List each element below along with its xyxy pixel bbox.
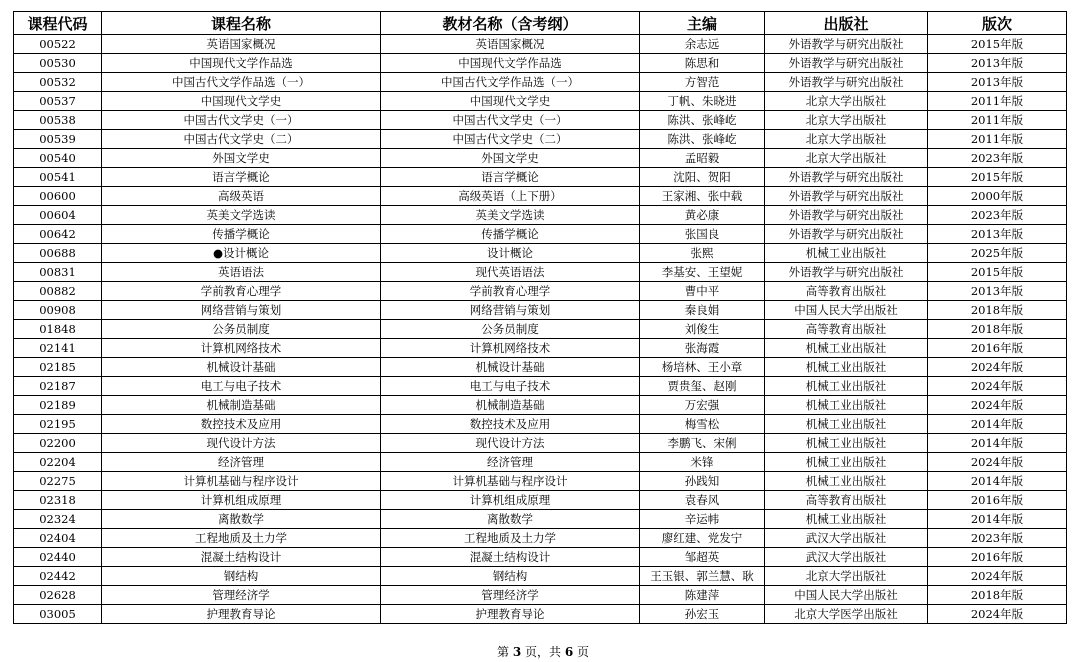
cell-textbook: 护理教育导论 <box>381 605 640 624</box>
cell-publisher: 机械工业出版社 <box>765 339 928 358</box>
cell-publisher: 武汉大学出版社 <box>765 529 928 548</box>
cell-publisher: 外语教学与研究出版社 <box>765 168 928 187</box>
cell-editor: 袁春风 <box>640 491 765 510</box>
page-footer <box>0 645 1086 659</box>
cell-course-name: 计算机组成原理 <box>102 491 381 510</box>
table-row <box>14 263 1067 282</box>
header-edition: 版次 <box>928 12 1067 35</box>
cell-editor: 万宏强 <box>640 396 765 415</box>
cell-course-name: 英美文学选读 <box>102 206 381 225</box>
cell-edition: 2018年版 <box>928 320 1067 339</box>
cell-course-name: 机械制造基础 <box>102 396 381 415</box>
cell-textbook: 钢结构 <box>381 567 640 586</box>
cell-edition: 2024年版 <box>928 605 1067 624</box>
cell-textbook: 中国古代文学史（一） <box>381 111 640 130</box>
cell-course-name: 公务员制度 <box>102 320 381 339</box>
cell-textbook: 语言学概论 <box>381 168 640 187</box>
cell-course-code: 00540 <box>14 149 102 168</box>
cell-publisher: 机械工业出版社 <box>765 434 928 453</box>
table-row <box>14 73 1067 92</box>
cell-publisher: 北京大学医学出版社 <box>765 605 928 624</box>
cell-textbook: 工程地质及土力学 <box>381 529 640 548</box>
cell-publisher: 高等教育出版社 <box>765 491 928 510</box>
cell-course-code: 02189 <box>14 396 102 415</box>
cell-editor: 廖红建、党发宁 <box>640 529 765 548</box>
cell-editor: 刘俊生 <box>640 320 765 339</box>
cell-editor: 陈洪、张峰屹 <box>640 111 765 130</box>
cell-publisher: 外语教学与研究出版社 <box>765 225 928 244</box>
cell-course-code: 00642 <box>14 225 102 244</box>
cell-course-name: 离散数学 <box>102 510 381 529</box>
cell-course-code: 02185 <box>14 358 102 377</box>
cell-course-code: 02318 <box>14 491 102 510</box>
cell-course-code: 00831 <box>14 263 102 282</box>
table-row <box>14 529 1067 548</box>
cell-textbook: 现代设计方法 <box>381 434 640 453</box>
cell-editor: 王家湘、张中载 <box>640 187 765 206</box>
total-page-number: 6 <box>564 645 574 659</box>
cell-textbook: 混凝土结构设计 <box>381 548 640 567</box>
table-row <box>14 605 1067 624</box>
table-row <box>14 453 1067 472</box>
cell-edition: 2024年版 <box>928 396 1067 415</box>
cell-edition: 2011年版 <box>928 111 1067 130</box>
cell-course-code: 00688 <box>14 244 102 263</box>
cell-course-name: 网络营销与策划 <box>102 301 381 320</box>
current-page-number: 3 <box>512 645 522 659</box>
cell-publisher: 机械工业出版社 <box>765 472 928 491</box>
cell-editor: 李鹏飞、宋俐 <box>640 434 765 453</box>
cell-publisher: 北京大学出版社 <box>765 567 928 586</box>
table-row <box>14 149 1067 168</box>
cell-course-code: 01848 <box>14 320 102 339</box>
cell-editor: 陈洪、张峰屹 <box>640 130 765 149</box>
table-row <box>14 339 1067 358</box>
table-row <box>14 206 1067 225</box>
cell-editor: 张熙 <box>640 244 765 263</box>
cell-textbook: 管理经济学 <box>381 586 640 605</box>
cell-textbook: 现代英语语法 <box>381 263 640 282</box>
cell-publisher: 高等教育出版社 <box>765 320 928 339</box>
cell-course-name: 机械设计基础 <box>102 358 381 377</box>
cell-editor: 沈阳、贺阳 <box>640 168 765 187</box>
table-row <box>14 510 1067 529</box>
table-row <box>14 567 1067 586</box>
cell-course-name: 英语国家概况 <box>102 35 381 54</box>
cell-publisher: 外语教学与研究出版社 <box>765 54 928 73</box>
cell-edition: 2025年版 <box>928 244 1067 263</box>
cell-edition: 2013年版 <box>928 73 1067 92</box>
header-course-code: 课程代码 <box>14 12 102 35</box>
table-row <box>14 282 1067 301</box>
cell-edition: 2023年版 <box>928 529 1067 548</box>
header-row <box>14 12 1067 35</box>
cell-textbook: 中国现代文学作品选 <box>381 54 640 73</box>
cell-textbook: 学前教育心理学 <box>381 282 640 301</box>
table-row <box>14 244 1067 263</box>
cell-textbook: 机械设计基础 <box>381 358 640 377</box>
footer-suffix: 页 <box>573 645 589 659</box>
cell-textbook: 计算机基础与程序设计 <box>381 472 640 491</box>
cell-edition: 2016年版 <box>928 548 1067 567</box>
header-course-name: 课程名称 <box>102 12 381 35</box>
cell-edition: 2014年版 <box>928 472 1067 491</box>
cell-course-name: 数控技术及应用 <box>102 415 381 434</box>
cell-editor: 曹中平 <box>640 282 765 301</box>
cell-textbook: 数控技术及应用 <box>381 415 640 434</box>
cell-editor: 杨培林、王小章 <box>640 358 765 377</box>
table-row <box>14 472 1067 491</box>
cell-textbook: 外国文学史 <box>381 149 640 168</box>
cell-course-code: 02200 <box>14 434 102 453</box>
cell-course-name: 管理经济学 <box>102 586 381 605</box>
cell-course-code: 02404 <box>14 529 102 548</box>
cell-course-code: 00522 <box>14 35 102 54</box>
table-row <box>14 586 1067 605</box>
table-row <box>14 168 1067 187</box>
cell-textbook: 英美文学选读 <box>381 206 640 225</box>
table-row <box>14 548 1067 567</box>
cell-editor: 余志远 <box>640 35 765 54</box>
cell-course-code: 02141 <box>14 339 102 358</box>
cell-textbook: 机械制造基础 <box>381 396 640 415</box>
cell-course-code: 00600 <box>14 187 102 206</box>
cell-course-name: ●设计概论 <box>102 244 381 263</box>
cell-publisher: 外语教学与研究出版社 <box>765 187 928 206</box>
cell-editor: 辛运帏 <box>640 510 765 529</box>
cell-editor: 张国良 <box>640 225 765 244</box>
cell-course-name: 语言学概论 <box>102 168 381 187</box>
cell-course-code: 02628 <box>14 586 102 605</box>
cell-editor: 王玉银、郭兰慧、耿 <box>640 567 765 586</box>
cell-editor: 丁帆、朱晓进 <box>640 92 765 111</box>
cell-publisher: 机械工业出版社 <box>765 244 928 263</box>
cell-course-name: 混凝土结构设计 <box>102 548 381 567</box>
cell-course-name: 钢结构 <box>102 567 381 586</box>
cell-course-name: 现代设计方法 <box>102 434 381 453</box>
cell-textbook: 中国古代文学史（二） <box>381 130 640 149</box>
cell-textbook: 计算机组成原理 <box>381 491 640 510</box>
cell-edition: 2013年版 <box>928 225 1067 244</box>
cell-course-code: 00541 <box>14 168 102 187</box>
cell-edition: 2011年版 <box>928 92 1067 111</box>
header-editor: 主编 <box>640 12 765 35</box>
cell-editor: 邹超英 <box>640 548 765 567</box>
cell-textbook: 公务员制度 <box>381 320 640 339</box>
cell-edition: 2000年版 <box>928 187 1067 206</box>
course-table <box>13 11 1067 624</box>
cell-editor: 秦良娟 <box>640 301 765 320</box>
cell-textbook: 英语国家概况 <box>381 35 640 54</box>
cell-textbook: 离散数学 <box>381 510 640 529</box>
cell-edition: 2024年版 <box>928 358 1067 377</box>
cell-publisher: 机械工业出版社 <box>765 377 928 396</box>
cell-edition: 2016年版 <box>928 339 1067 358</box>
cell-editor: 黄必康 <box>640 206 765 225</box>
cell-course-code: 00530 <box>14 54 102 73</box>
cell-editor: 陈思和 <box>640 54 765 73</box>
cell-edition: 2024年版 <box>928 453 1067 472</box>
cell-course-name: 中国古代文学史（二） <box>102 130 381 149</box>
cell-editor: 孟昭毅 <box>640 149 765 168</box>
table-row <box>14 35 1067 54</box>
cell-edition: 2015年版 <box>928 263 1067 282</box>
cell-edition: 2014年版 <box>928 510 1067 529</box>
table-row <box>14 434 1067 453</box>
cell-textbook: 计算机网络技术 <box>381 339 640 358</box>
cell-course-code: 02275 <box>14 472 102 491</box>
cell-course-code: 00604 <box>14 206 102 225</box>
cell-course-name: 计算机基础与程序设计 <box>102 472 381 491</box>
cell-editor: 方智范 <box>640 73 765 92</box>
cell-textbook: 电工与电子技术 <box>381 377 640 396</box>
cell-textbook: 高级英语（上下册） <box>381 187 640 206</box>
cell-course-code: 00537 <box>14 92 102 111</box>
cell-textbook: 中国现代文学史 <box>381 92 640 111</box>
cell-publisher: 机械工业出版社 <box>765 415 928 434</box>
header-publisher: 出版社 <box>765 12 928 35</box>
cell-textbook: 经济管理 <box>381 453 640 472</box>
cell-course-name: 高级英语 <box>102 187 381 206</box>
cell-publisher: 机械工业出版社 <box>765 358 928 377</box>
cell-textbook: 传播学概论 <box>381 225 640 244</box>
cell-edition: 2024年版 <box>928 567 1067 586</box>
cell-edition: 2015年版 <box>928 35 1067 54</box>
cell-edition: 2014年版 <box>928 415 1067 434</box>
footer-middle: 页，共 <box>521 645 565 659</box>
cell-publisher: 外语教学与研究出版社 <box>765 206 928 225</box>
cell-editor: 米锋 <box>640 453 765 472</box>
cell-publisher: 北京大学出版社 <box>765 111 928 130</box>
table-row <box>14 320 1067 339</box>
table-row <box>14 225 1067 244</box>
footer-prefix: 第 <box>496 645 513 659</box>
cell-course-code: 00538 <box>14 111 102 130</box>
cell-publisher: 北京大学出版社 <box>765 130 928 149</box>
table-row <box>14 92 1067 111</box>
table-row <box>14 377 1067 396</box>
cell-course-code: 02324 <box>14 510 102 529</box>
cell-course-name: 中国现代文学作品选 <box>102 54 381 73</box>
cell-edition: 2013年版 <box>928 54 1067 73</box>
table-header <box>14 12 1067 35</box>
cell-edition: 2014年版 <box>928 434 1067 453</box>
cell-edition: 2018年版 <box>928 586 1067 605</box>
table-row <box>14 54 1067 73</box>
cell-textbook: 中国古代文学作品选（一） <box>381 73 640 92</box>
table-row <box>14 358 1067 377</box>
cell-course-name: 电工与电子技术 <box>102 377 381 396</box>
cell-course-code: 02440 <box>14 548 102 567</box>
table-row <box>14 491 1067 510</box>
cell-textbook: 设计概论 <box>381 244 640 263</box>
cell-course-code: 03005 <box>14 605 102 624</box>
cell-course-name: 中国古代文学作品选（一） <box>102 73 381 92</box>
cell-edition: 2023年版 <box>928 149 1067 168</box>
cell-course-name: 中国古代文学史（一） <box>102 111 381 130</box>
cell-publisher: 机械工业出版社 <box>765 453 928 472</box>
cell-editor: 陈建萍 <box>640 586 765 605</box>
cell-publisher: 北京大学出版社 <box>765 92 928 111</box>
table-row <box>14 301 1067 320</box>
cell-editor: 梅雪松 <box>640 415 765 434</box>
cell-course-name: 护理教育导论 <box>102 605 381 624</box>
cell-course-name: 外国文学史 <box>102 149 381 168</box>
cell-publisher: 高等教育出版社 <box>765 282 928 301</box>
cell-course-name: 英语语法 <box>102 263 381 282</box>
cell-course-name: 计算机网络技术 <box>102 339 381 358</box>
cell-course-code: 00882 <box>14 282 102 301</box>
cell-course-name: 中国现代文学史 <box>102 92 381 111</box>
header-textbook: 教材名称（含考纲） <box>381 12 640 35</box>
cell-edition: 2018年版 <box>928 301 1067 320</box>
table-row <box>14 415 1067 434</box>
cell-course-name: 工程地质及土力学 <box>102 529 381 548</box>
cell-publisher: 北京大学出版社 <box>765 149 928 168</box>
cell-edition: 2016年版 <box>928 491 1067 510</box>
table-body <box>14 35 1067 624</box>
cell-editor: 孙践知 <box>640 472 765 491</box>
cell-edition: 2011年版 <box>928 130 1067 149</box>
cell-editor: 孙宏玉 <box>640 605 765 624</box>
cell-course-code: 00539 <box>14 130 102 149</box>
cell-edition: 2023年版 <box>928 206 1067 225</box>
cell-course-code: 02442 <box>14 567 102 586</box>
cell-editor: 张海霞 <box>640 339 765 358</box>
cell-publisher: 机械工业出版社 <box>765 396 928 415</box>
cell-course-code: 02187 <box>14 377 102 396</box>
cell-course-code: 02195 <box>14 415 102 434</box>
cell-course-code: 00532 <box>14 73 102 92</box>
cell-publisher: 机械工业出版社 <box>765 510 928 529</box>
cell-course-code: 00908 <box>14 301 102 320</box>
cell-edition: 2015年版 <box>928 168 1067 187</box>
cell-publisher: 外语教学与研究出版社 <box>765 35 928 54</box>
table-row <box>14 187 1067 206</box>
cell-textbook: 网络营销与策划 <box>381 301 640 320</box>
table-row <box>14 111 1067 130</box>
cell-editor: 李基安、王望妮 <box>640 263 765 282</box>
cell-publisher: 中国人民大学出版社 <box>765 301 928 320</box>
cell-course-name: 学前教育心理学 <box>102 282 381 301</box>
cell-edition: 2024年版 <box>928 377 1067 396</box>
cell-publisher: 武汉大学出版社 <box>765 548 928 567</box>
cell-editor: 贾贵玺、赵刚 <box>640 377 765 396</box>
cell-edition: 2013年版 <box>928 282 1067 301</box>
cell-course-name: 传播学概论 <box>102 225 381 244</box>
cell-publisher: 外语教学与研究出版社 <box>765 73 928 92</box>
cell-publisher: 中国人民大学出版社 <box>765 586 928 605</box>
cell-course-name: 经济管理 <box>102 453 381 472</box>
table-row <box>14 396 1067 415</box>
cell-publisher: 外语教学与研究出版社 <box>765 263 928 282</box>
table-row <box>14 130 1067 149</box>
cell-course-code: 02204 <box>14 453 102 472</box>
